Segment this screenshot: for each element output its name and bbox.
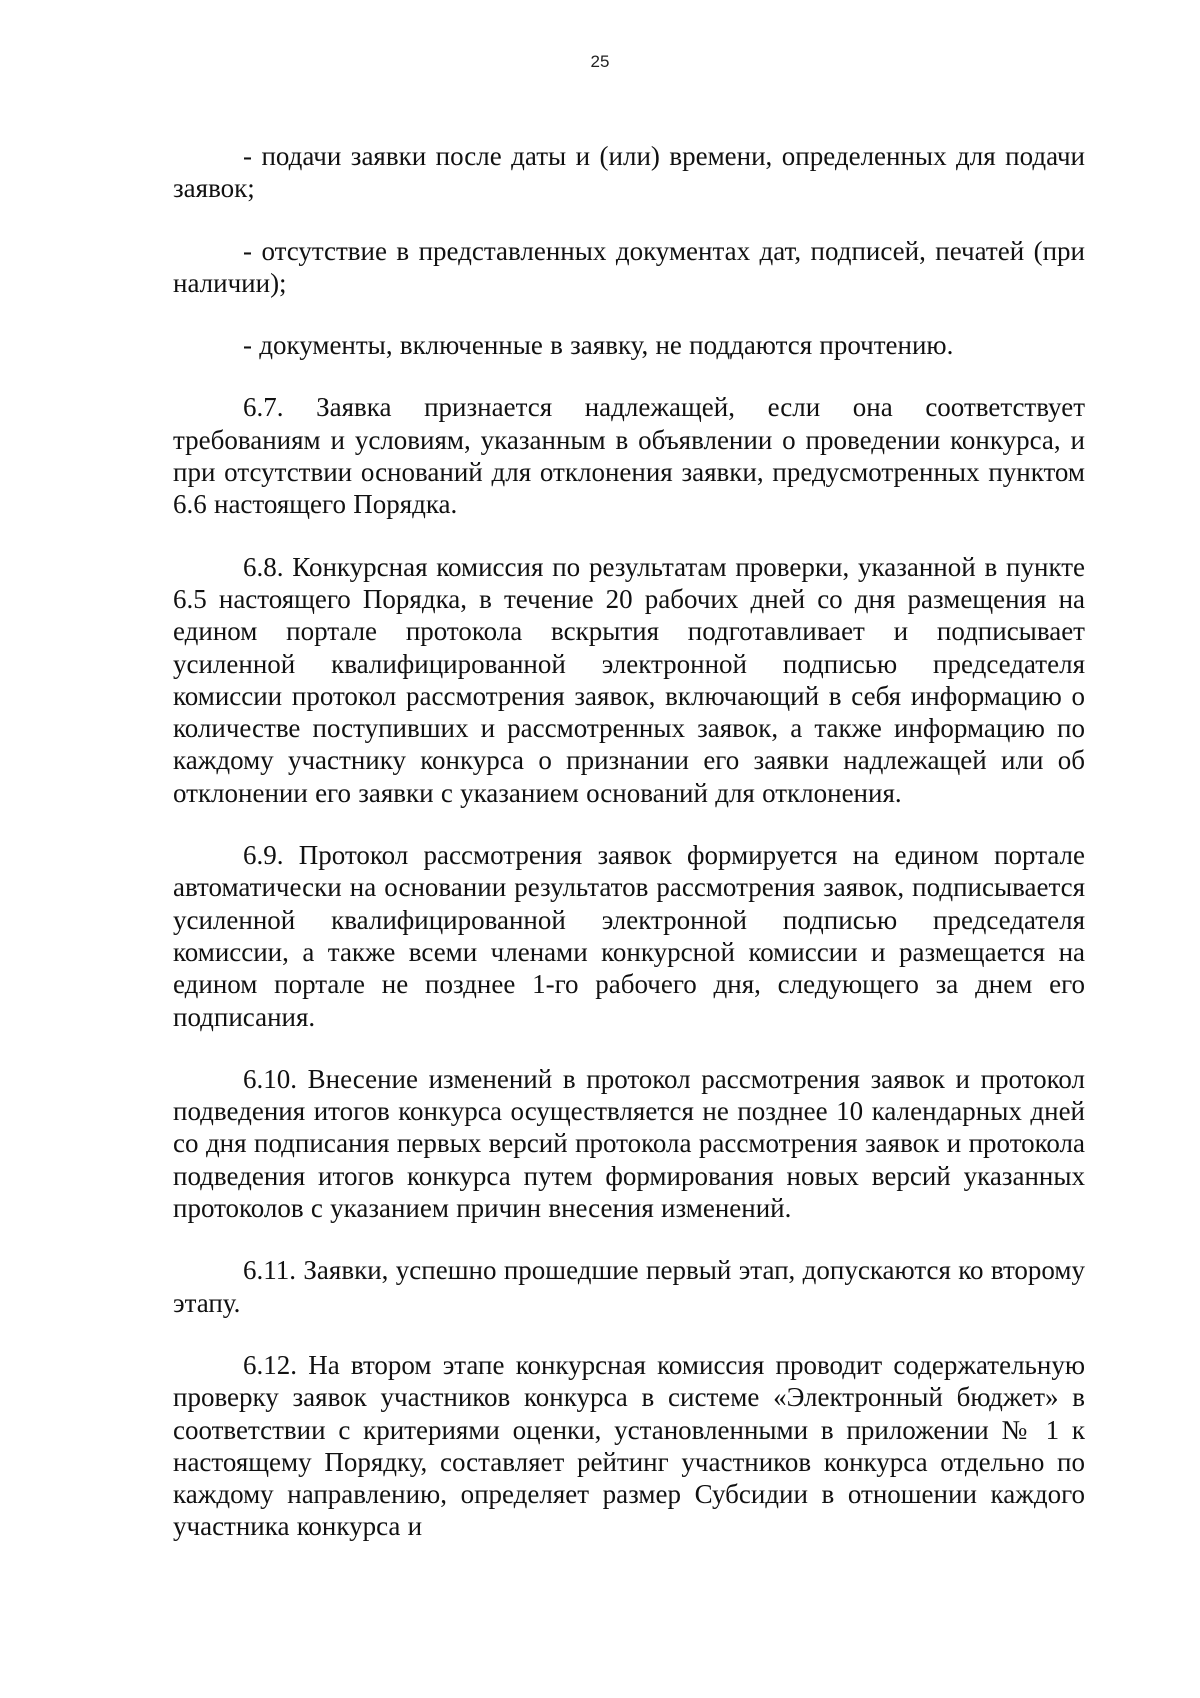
page-number: 25 bbox=[590, 52, 610, 71]
paragraph-6-9: 6.9. Протокол рассмотрения заявок формируется на едином портале автоматически на основании результатов рассмотрения заявок, подписывается усиленной квалифицированной электронной подписью председателя комиссии, а также всеми членами конкурсной комиссии и размещается на едином портале не позднее 1-го рабочего дня, следующего за днем его подписания. bbox=[173, 840, 1085, 1032]
document-body bbox=[173, 140, 1085, 1543]
paragraph-6-7: 6.7. Заявка признается надлежащей, если она соответствует требованиям и условиям, указанным в объявлении о проведении конкурса, и при отсутствии оснований для отклонения заявки, предусмотренных пунктом 6.6 настоящего Порядка. bbox=[173, 392, 1085, 520]
paragraph-6-8: 6.8. Конкурсная комиссия по результатам проверки, указанной в пункте 6.5 настоящего Порядка, в течение 20 рабочих дней со дня размещения на едином портале протокола вскрытия подготавливает и подписывает усиленной квалифицированной электронной подписью председателя комиссии протокол рассмотрения заявок, включающий в себя информацию о количестве поступивших и рассмотренных заявок, а также информацию по каждому участнику конкурса о признании его заявки надлежащей или об отклонении его заявки с указанием оснований для отклонения. bbox=[173, 551, 1085, 808]
paragraph-late-submission: - подачи заявки после даты и (или) времени, определенных для подачи заявок; bbox=[173, 141, 1085, 204]
paragraph-6-12: 6.12. На втором этапе конкурсная комиссия проводит содержательную проверку заявок участников конкурса в системе «Электронный бюджет» в соответствии с критериями оценки, установленными в приложении № 1 к настоящему Порядку, составляет рейтинг участников конкурса отдельно по каждому направлению, определяет размер Субсидии в отношении каждого участника конкурса и bbox=[173, 1349, 1085, 1542]
paragraph-unreadable-documents: - документы, включенные в заявку, не поддаются прочтению. bbox=[243, 330, 954, 361]
paragraph-6-11: 6.11. Заявки, успешно прошедшие первый этап, допускаются ко второму этапу. bbox=[173, 1255, 1085, 1318]
paragraph-missing-signatures: - отсутствие в представленных документах дат, подписей, печатей (при наличии); bbox=[173, 235, 1085, 298]
paragraph-6-10: 6.10. Внесение изменений в протокол рассмотрения заявок и протокол подведения итогов конкурса осуществляется не позднее 10 календарных дней со дня подписания первых версий протокола рассмотрения заявок и протокола подведения итогов конкурса путем формирования новых версий указанных протоколов с указанием причин внесения изменений. bbox=[173, 1063, 1085, 1224]
